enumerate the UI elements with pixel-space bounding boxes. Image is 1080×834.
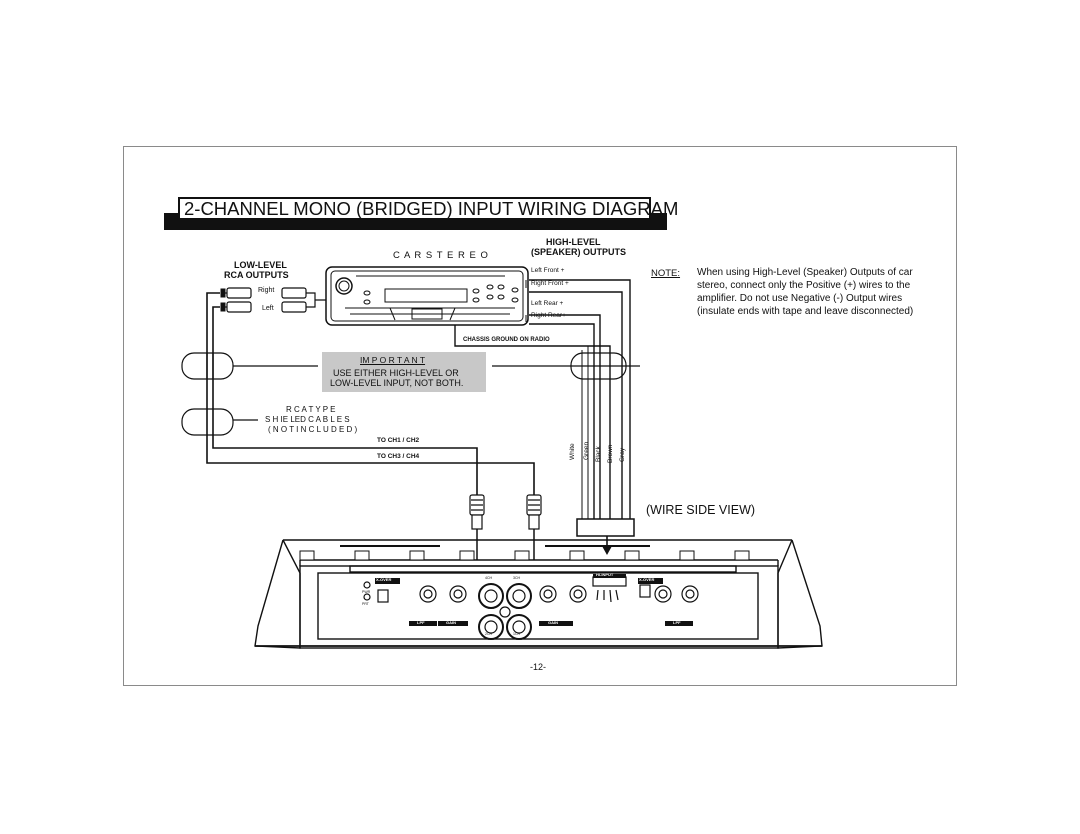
hi-input-label: HI-INPUT <box>596 572 614 577</box>
xover-label-right: X-OVER <box>639 577 655 582</box>
ch-label-3: 3CH <box>513 576 521 580</box>
to-ch3-ch4-label: TO CH3 / CH4 <box>377 453 420 460</box>
important-line-1: USE EITHER HIGH-LEVEL OR <box>333 368 459 378</box>
wire-color-gray: Gray <box>619 447 626 462</box>
rca-cable <box>207 293 534 495</box>
wire-side-view-label: (WIRE SIDE VIEW) <box>646 503 756 517</box>
pwr-label: PWR <box>362 590 371 594</box>
lpf-label-left: LPF <box>417 620 425 625</box>
rca-type-line-1: R C A T Y P E <box>286 405 336 414</box>
note-label: NOTE: <box>651 268 681 279</box>
amp-rca-plugs <box>470 495 541 529</box>
wire-color-white: White <box>569 443 576 460</box>
gain-label-left: GAIN <box>446 620 456 625</box>
high-level-label-2: (SPEAKER) OUTPUTS <box>531 247 627 257</box>
important-heading: IM P O R T A N T <box>360 355 426 365</box>
ch-label-1: 1CH <box>513 632 521 636</box>
ch-label-4: 4CH <box>485 576 493 580</box>
low-level-label-1: LOW-LEVEL <box>234 260 287 270</box>
high-level-label-1: HIGH-LEVEL <box>546 237 601 247</box>
page-number: -12- <box>530 662 547 672</box>
rca-left-label: Left <box>262 305 274 312</box>
amp-controls <box>364 577 698 639</box>
wire-bundle-lines <box>582 346 588 520</box>
speaker-left-front: Left Front + <box>531 267 565 274</box>
diagram-title: 2-CHANNEL MONO (BRIDGED) INPUT WIRING DIAGRAM <box>178 197 651 220</box>
prt-label: PRT <box>362 602 369 606</box>
ch-label-2: 2CH <box>485 632 493 636</box>
amp-fins <box>300 546 749 560</box>
to-ch1-ch2-label: TO CH1 / CH2 <box>377 437 420 444</box>
wire-color-black: Black <box>595 446 602 462</box>
cable-break-marks <box>182 353 640 435</box>
speaker-right-rear: Right Rear+ <box>531 312 566 319</box>
wire-connector <box>577 519 634 536</box>
rca-right-label: Right <box>258 287 275 294</box>
gain-label-right: GAIN <box>548 620 558 625</box>
low-level-label-2: RCA OUTPUTS <box>224 270 289 280</box>
car-stereo <box>326 267 528 325</box>
xover-label-left: X-OVER <box>376 577 392 582</box>
speaker-right-front: Right Front + <box>531 280 569 287</box>
wire-color-brown: Brown <box>607 444 614 463</box>
lpf-label-right: LPF <box>673 620 681 625</box>
rca-type-line-3: ( N O T I N C L U D E D ) <box>268 425 358 434</box>
important-line-2: LOW-LEVEL INPUT, NOT BOTH. <box>330 378 464 388</box>
speaker-left-rear: Left Rear + <box>531 300 564 307</box>
note-text: When using High-Level (Speaker) Outputs of car stereo, connect only the Positive (+) wires to the amplifier. Do not use Negative (-) Output wires (insulate ends with tape and leave disconnected) <box>697 267 914 317</box>
car-stereo-label: C A R S T E R E O <box>393 250 489 261</box>
chassis-ground-label: CHASSIS GROUND ON RADIO <box>463 337 550 343</box>
rca-type-line-2: S H IE LED C A B L E S <box>265 415 350 424</box>
wire-color-green: Green <box>583 441 590 460</box>
